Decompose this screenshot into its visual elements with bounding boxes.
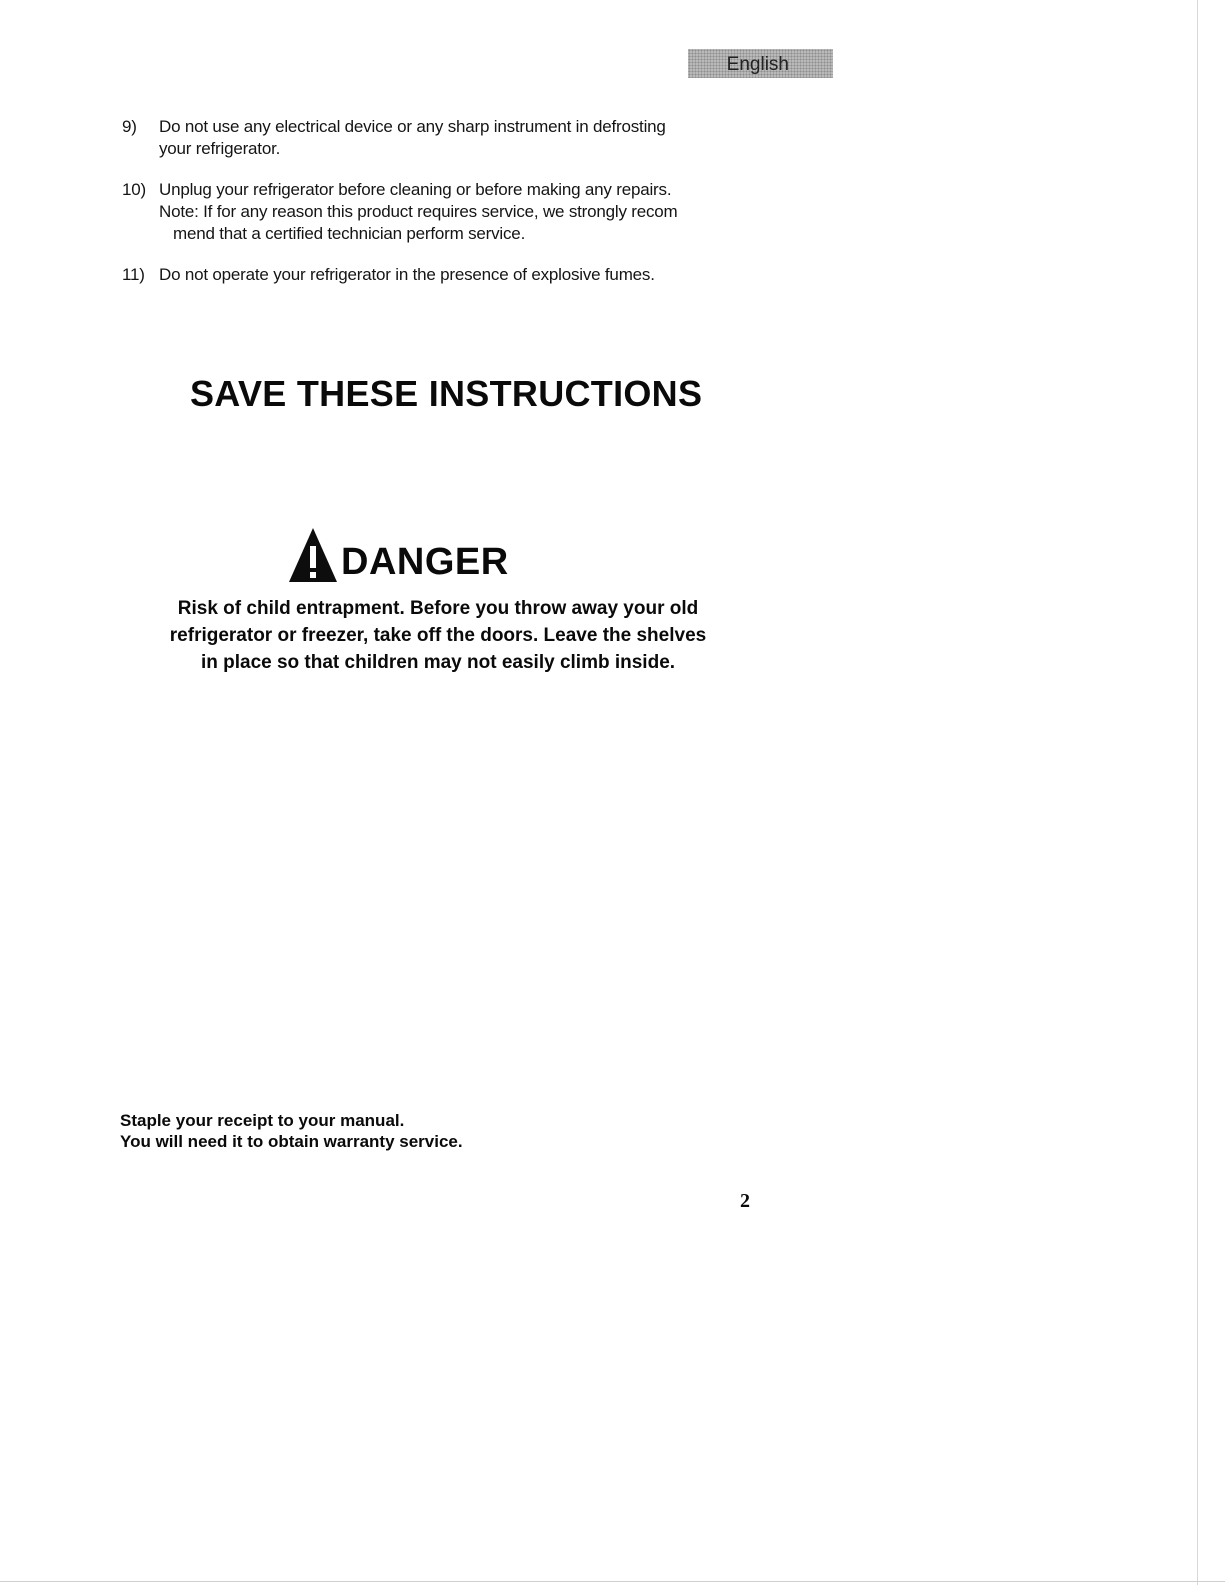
instruction-item-11 (122, 264, 762, 286)
receipt-line: Staple your receipt to your manual. (120, 1111, 405, 1130)
instruction-line: Do not operate your refrigerator in the presence of explosive fumes. (159, 265, 655, 284)
instruction-text (159, 179, 762, 245)
danger-header (287, 522, 509, 584)
scan-bottom-line (0, 1581, 1225, 1582)
danger-line: in place so that children may not easily climb inside. (200, 652, 676, 673)
instruction-line: mend that a certified technician perform service. (173, 224, 526, 243)
page-number: 2 (740, 1190, 750, 1212)
language-tab: English (688, 49, 833, 78)
warning-triangle-icon (287, 526, 339, 584)
receipt-note (120, 1110, 720, 1152)
instruction-text (159, 116, 762, 160)
receipt-line: You will need it to obtain warranty service. (120, 1132, 463, 1151)
instruction-line: Note: If for any reason this product requires service, we strongly recom (159, 202, 678, 221)
instruction-number: 10) (122, 180, 146, 199)
instruction-line: Unplug your refrigerator before cleaning or before making any repairs. (159, 180, 672, 199)
danger-line: refrigerator or freezer, take off the doors. Leave the shelves (169, 625, 707, 646)
danger-warning-text (118, 595, 758, 676)
save-instructions-heading: SAVE THESE INSTRUCTIONS (190, 373, 703, 414)
instruction-line: your refrigerator. (159, 139, 281, 158)
danger-heading: DANGER (341, 541, 509, 583)
instruction-item-10 (122, 179, 762, 245)
scan-edge-line (1197, 0, 1198, 1585)
instruction-item-9 (122, 116, 762, 160)
instruction-list (122, 116, 762, 305)
instruction-line: Do not use any electrical device or any sharp instrument in defrosting (159, 117, 666, 136)
instruction-number: 11) (122, 265, 145, 284)
instruction-text (159, 264, 762, 286)
instruction-number: 9) (122, 117, 137, 136)
danger-line: Risk of child entrapment. Before you throw away your old (177, 598, 699, 619)
